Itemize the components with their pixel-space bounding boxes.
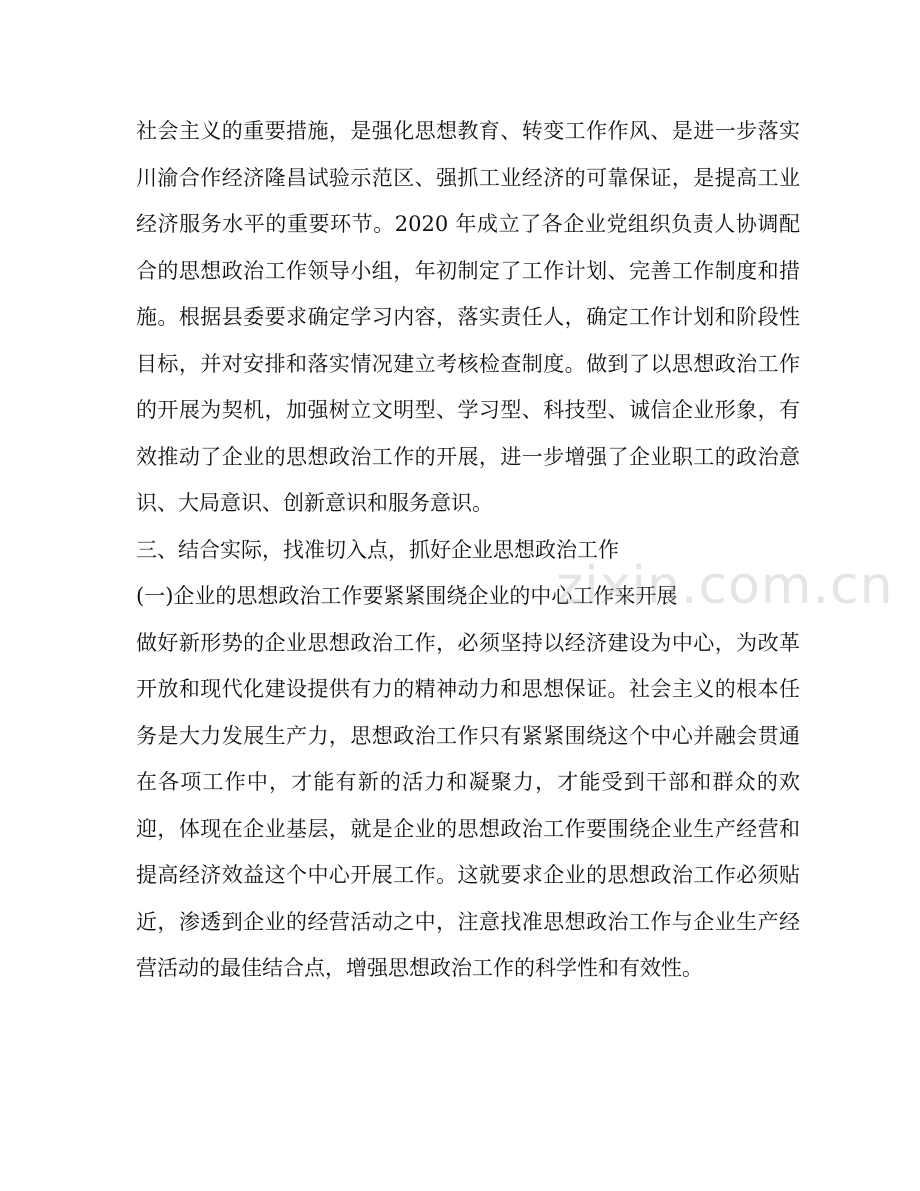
text-line: 务是大力发展生产力，思想政治工作只有紧紧围绕这个中心并融会贯通 <box>136 723 800 748</box>
paragraph-2 <box>136 620 800 992</box>
text-line: 开放和现代化建设提供有力的精神动力和思想保证。社会主义的根本任 <box>136 677 800 701</box>
section-heading: 三、结合实际，找准切入点，抓好企业思想政治工作 <box>136 537 619 562</box>
watermark: zixin.com.cn <box>556 556 894 616</box>
text-line: 社会主义的重要措施，是强化思想教育、转变工作作风、是进一步落实 <box>136 119 800 143</box>
text-line: 的开展为契机，加强树立文明型、学习型、科技型、诚信企业形象，有 <box>136 398 800 422</box>
text-line: 迎，体现在企业基层，就是企业的思想政治工作要围绕企业生产经营和 <box>136 816 800 841</box>
text-line: 做好新形势的企业思想政治工作，必须坚持以经济建设为中心，为改革 <box>136 630 800 655</box>
text-line: 近，渗透到企业的经营活动之中，注意找准思想政治工作与企业生产经 <box>136 909 800 934</box>
text-line: 识、大局意识、创新意识和服务意识。 <box>136 491 493 515</box>
text-line: 目标，并对安排和落实情况建立考核检查制度。做到了以思想政治工作 <box>136 351 800 376</box>
subsection-heading: (一)企业的思想政治工作要紧紧围绕企业的中心工作来开展 <box>136 584 678 608</box>
text-line: 施。根据县委要求确定学习内容，落实责任人，确定工作计划和阶段性 <box>136 305 800 329</box>
text-line: 在各项工作中，才能有新的活力和凝聚力，才能受到干部和群众的欢 <box>136 770 800 794</box>
text-line: 川渝合作经济隆昌试验示范区、强抓工业经济的可靠保证，是提高工业 <box>136 165 800 190</box>
text-line: 效推动了企业的思想政治工作的开展，进一步增强了企业职工的政治意 <box>136 444 800 469</box>
paragraph-1 <box>136 108 800 527</box>
text-line: 营活动的最佳结合点，增强思想政治工作的科学性和有效性。 <box>136 956 703 980</box>
text-line: 合的思想政治工作领导小组，年初制定了工作计划、完善工作制度和措 <box>136 258 800 283</box>
text-line: 提高经济效益这个中心开展工作。这就要求企业的思想政治工作必须贴 <box>136 863 800 887</box>
text-line: 经济服务水平的重要环节。2020 年成立了各企业党组织负责人协调配 <box>136 212 800 236</box>
document-body <box>136 108 800 992</box>
